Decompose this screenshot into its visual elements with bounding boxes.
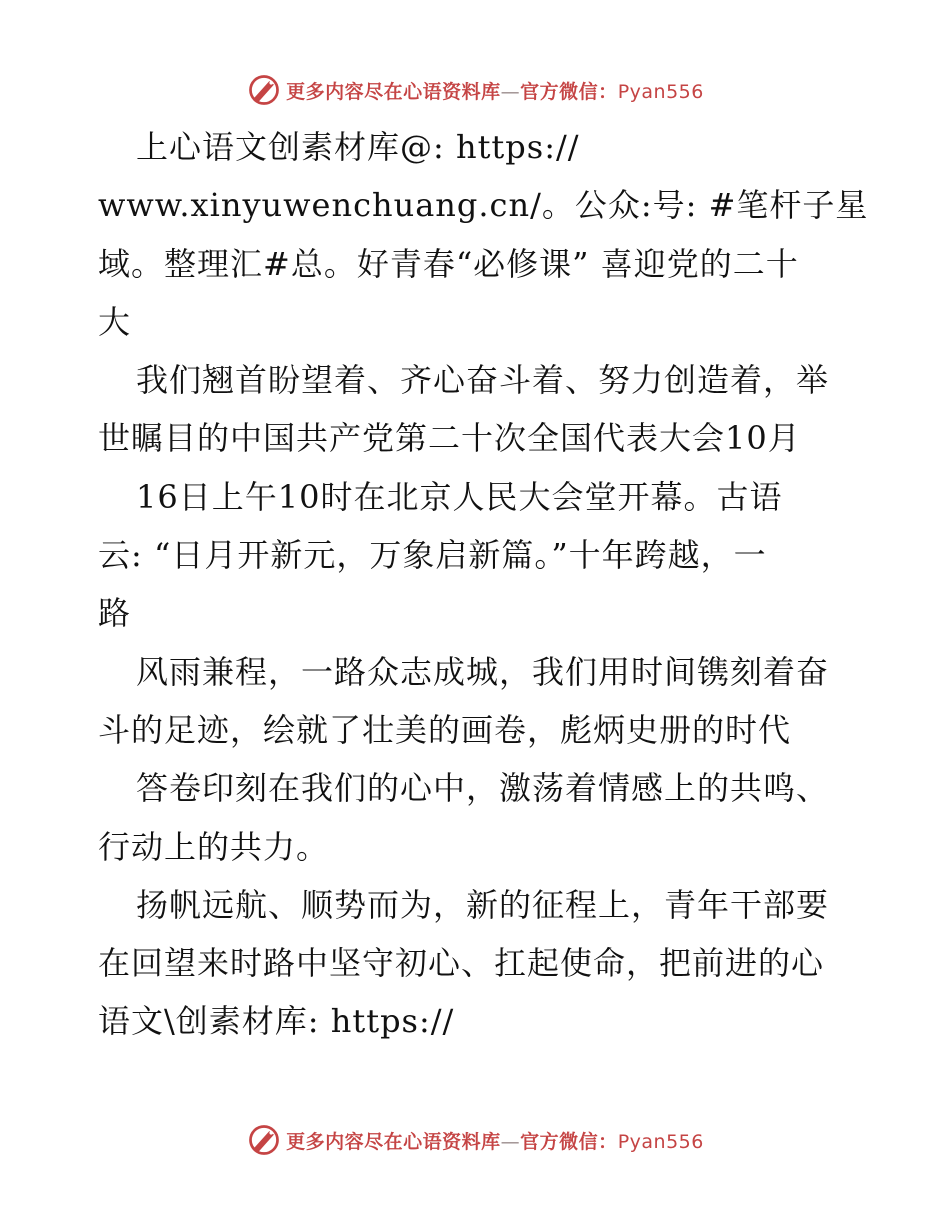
text-line: 斗的足迹，绘就了壮美的画卷，彪炳史册的时代 [98, 710, 792, 749]
text-line: www.xinyuwenchuang.cn/。公众:号: #笔杆子星 [98, 186, 869, 225]
footer-banner [0, 1120, 950, 1160]
text-line: 路 [98, 594, 132, 633]
text-line: 域。整理汇#总。好青春“必修课” 喜迎党的二十 [98, 244, 799, 283]
banner-text: 更多内容尽在心语资料库—官方微信：Pyan556 [286, 1130, 704, 1153]
pen-nib-logo-icon [246, 1122, 282, 1158]
text-line: 云: “日月开新元，万象启新篇。”十年跨越，一 [98, 536, 767, 575]
text-line: 行动上的共力。 [98, 827, 330, 866]
document-body [98, 118, 869, 1051]
banner-text: 更多内容尽在心语资料库—官方微信：Pyan556 [286, 80, 704, 103]
text-line: 世瞩目的中国共产党第二十次全国代表大会10月 [98, 419, 801, 458]
text-line: 在回望来时路中坚守初心、扛起使命，把前进的心 [98, 944, 825, 983]
text-line: 风雨兼程，一路众志成城，我们用时间镌刻着奋 [136, 652, 830, 691]
text-line: 上心语文创素材库@: https:// [136, 128, 580, 166]
text-line: 16日上午10时在北京人民大会堂开幕。古语 [136, 477, 783, 516]
text-line: 我们翘首盼望着、齐心奋斗着、努力创造着，举 [136, 361, 830, 400]
header-banner [0, 70, 950, 110]
text-line: 语文\创素材库: https:// [98, 1002, 455, 1041]
pen-nib-logo-icon [246, 72, 282, 108]
text-line: 扬帆远航、顺势而为，新的征程上，青年干部要 [136, 885, 830, 924]
text-line: 答卷印刻在我们的心中，激荡着情感上的共鸣、 [136, 769, 830, 808]
text-line: 大 [98, 302, 132, 341]
